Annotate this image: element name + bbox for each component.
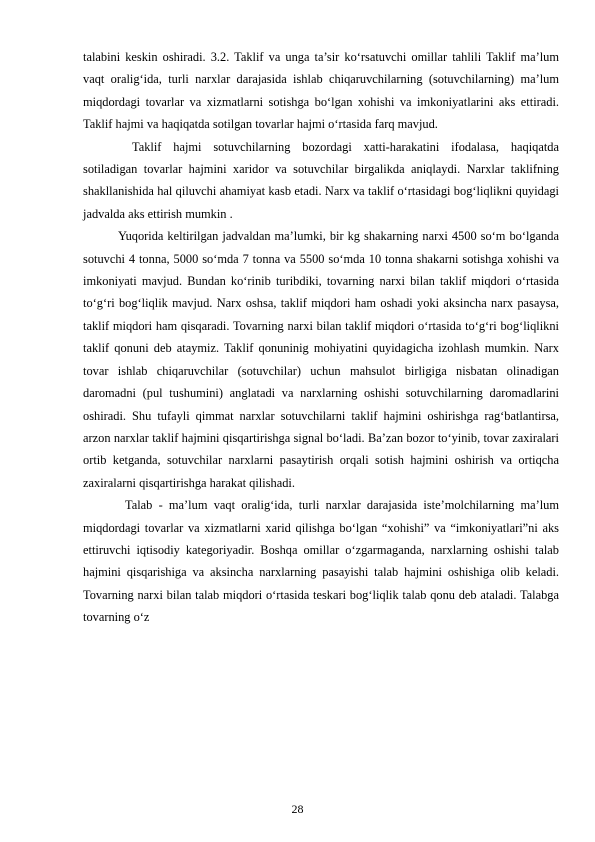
- paragraph-law-of-supply: Yuqorida keltirilgan jadvaldan ma’lumki, bir kg shakarning narxi 4500 so‘m bo‘lganda sotuvchi 4 tonna, 5000 so‘mda 7 tonna va 5500 so‘mda 10 tonna shakarni sotishga xohishi va imkoniyati mavjud. Bundan ko‘rinib turibdiki, tovarning narxi bilan taklif miqdori o‘rtasida to‘g‘ri bog‘liqlik mavjud. Narx oshsa, taklif miqdori ham oshadi yoki aksincha narx pasaysa, taklif miqdori ham qisqaradi. Tovarning narxi bilan taklif miqdori o‘rtasida to‘g‘ri bog‘liqlikni taklif qonuni deb ataymiz. Taklif qonuninig mohiyatini quyidagicha izohlash mumkin. Narx tovar ishlab chiqaruvchilar (sotuvchilar) uchun mahsulot birligiga nisbatan olinadigan daromadni (pul tushumini) anglatadi va narxlarning oshishi sotuvchilarning daromadlarini oshiradi. Shu tufayli qimmat narxlar sotuvchilarni taklif hajmini oshirishga rag‘batlantirsa, arzon narxlar taklif hajmini qisqartirishga signal bo‘ladi. Ba’zan bozor to‘yinib, tovar zaxiralari ortib ketganda, sotuvchilar narxlarni pasaytirish orqali sotish hajmini oshirish va ortiqcha zaxiralarni qisqartirishga harakat qilishadi.: [83, 229, 559, 490]
- paragraph-demand-definition: Talab - ma’lum vaqt oralig‘ida, turli narxlar darajasida iste’molchilarning ma’lum miqdordagi tovarlar va xizmatlarni xarid qilishga bo‘lgan “xohishi” va “imkoniyatlari”ni aks ettiruvchi iqtisodiy kategoriyadir. Boshqa omillar o‘zgarmaganda, narxlarning oshishi talab hajmini qisqarishiga va aksincha narxlarning pasayishi talab hajmini oshishiga olib keladi. Tovarning narxi bilan talab miqdori o‘rtasida teskari bog‘liqlik talab qonu deb ataladi. Talabga tovarning o‘z: [83, 498, 559, 625]
- document-body: [83, 46, 559, 629]
- page-number: 28: [291, 802, 304, 816]
- paragraph-supply-definition: talabini keskin oshiradi. 3.2. Taklif va unga ta’sir ko‘rsatuvchi omillar tahlili Taklif ma’lum vaqt oralig‘ida, turli narxlar darajasida ishlab chiqaruvchilarning (sotuvchilarning) ma’lum miqdordagi tovarlar va xizmatlarni sotishga bo‘lgan xohishi va imkoniyatlarini aks ettiradi. Taklif hajmi va haqiqatda sotilgan tovarlar hajmi o‘rtasida farq mavjud.: [83, 50, 559, 132]
- paragraph-price-supply-relation: Taklif hajmi sotuvchilarning bozordagi xatti-harakatini ifodalasa, haqiqatda sotiladigan tovarlar hajmini xaridor va sotuvchilar birgalikda aniqlaydi. Narxlar taklifning shakllanishida hal qiluvchi ahamiyat kasb etadi. Narx va taklif o‘rtasidagi bog‘liqlikni quyidagi jadvalda aks ettirish mumkin .: [83, 139, 559, 221]
